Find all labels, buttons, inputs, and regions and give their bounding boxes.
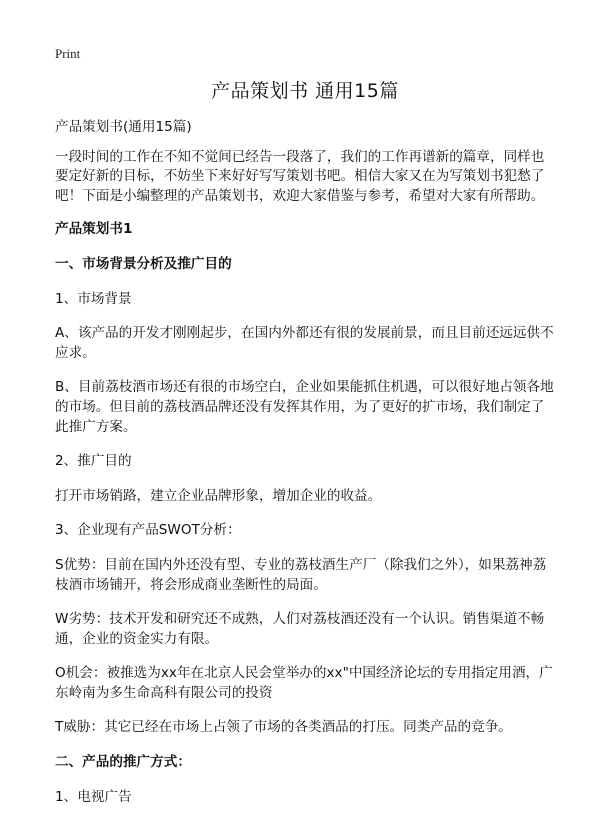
paragraph-threat: T威胁：其它已经在市场上占领了市场的各类酒品的打压。同类产品的竞争。 [55, 719, 512, 736]
section-heading-market: 一、市场背景分析及推广目的 [55, 255, 232, 272]
document-subtitle: 产品策划书(通用15篇) [55, 119, 192, 135]
document-body [55, 78, 555, 807]
item-promotion-goal: 2、推广目的 [55, 453, 132, 470]
document-title: 产品策划书 通用15篇 [211, 80, 399, 102]
paragraph-b: B、目前荔枝酒市场还有很的市场空白，企业如果能抓住机遇，可以很好地占领各地的市场。但目前的荔枝酒品牌还没有发挥其作用，为了更好的扩市场，我们制定了此推广方案。 [55, 379, 554, 435]
paragraph-strength: S优势：目前在国内外还没有型、专业的荔枝酒生产厂（除我们之外），如果荔神荔枝酒市场铺开，将会形成商业垄断性的局面。 [55, 556, 547, 593]
section-heading-promotion: 二、产品的推广方式： [55, 754, 191, 771]
item-tv-ad: 1、电视广告 [55, 788, 132, 805]
paragraph-goal: 打开市场销路，建立企业品牌形象，增加企业的收益。 [55, 487, 382, 504]
paragraph-a: A、该产品的开发才刚刚起步，在国内外都还有很的发展前景，而且目前还远远供不应求。 [55, 325, 554, 361]
paragraph-opportunity: O机会：被推选为xx年在北京人民会堂举办的xx"中国经济论坛的专用指定用酒，广东岭南为多生命高科有限公司的投资 [55, 665, 553, 701]
item-swot: 3、企业现有产品SWOT分析： [55, 522, 241, 539]
intro-paragraph: 一段时间的工作在不知不觉间已经告一段落了，我们的工作再谱新的篇章，同样也要定好新的目标，不妨坐下来好好写写策划书吧。相信大家又在为写策划书犯愁了吧！下面是小编整理的产品策划书，欢迎大家借鉴与参考，希望对大家有所帮助。 [55, 148, 545, 204]
plan-heading: 产品策划书1 [55, 221, 133, 238]
paragraph-weakness: W劣势：技术开发和研究还不成熟，人们对荔枝酒还没有一个认识。销售渠道不畅通，企业的资金实力有限。 [55, 611, 545, 647]
print-link[interactable]: Print [55, 46, 81, 61]
item-market-background: 1、市场背景 [55, 290, 132, 307]
